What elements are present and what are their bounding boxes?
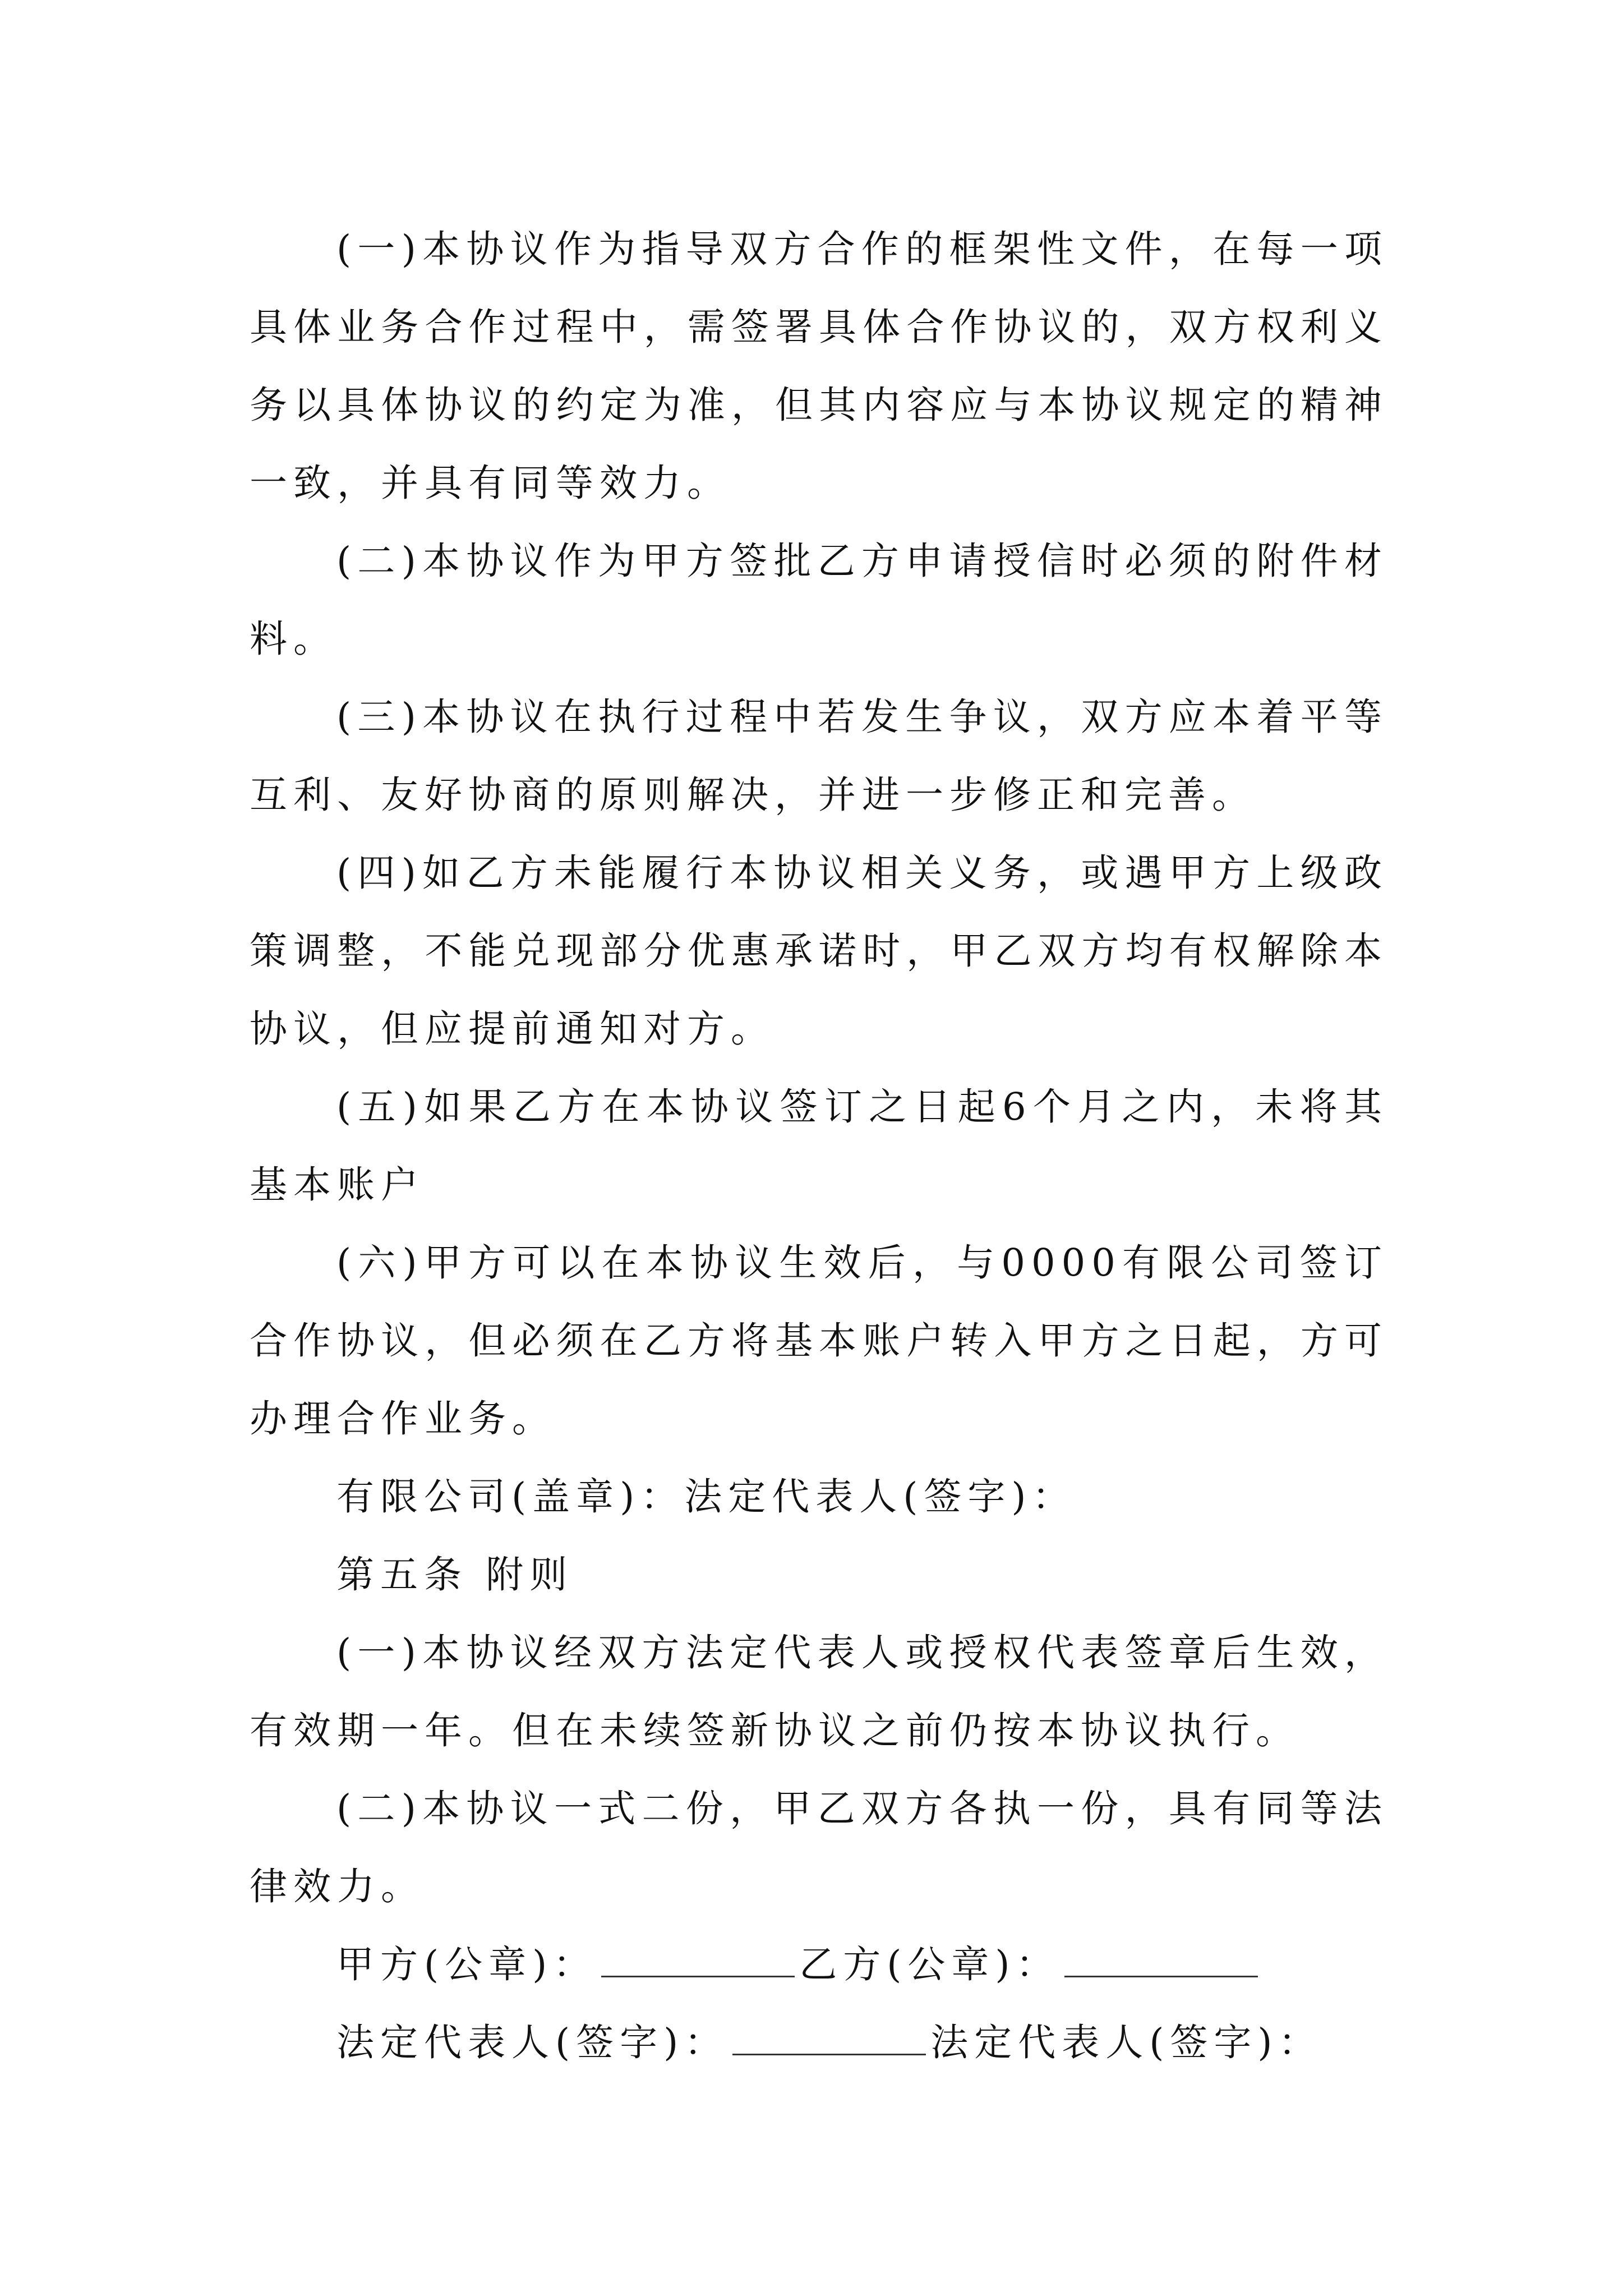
clause-3: (三)本协议在执行过程中若发生争议，双方应本着平等互利、友好协商的原则解决，并进一步修正和完善。 (250, 695, 1388, 817)
seal-signature-row (250, 1926, 1388, 2004)
clause-4: (四)如乙方未能履行本协议相关义务，或遇甲方上级政策调整，不能兑现部分优惠承诺时，甲乙双方均有权解除本协议，但应提前通知对方。 (250, 851, 1388, 1051)
legal-rep-signature-row (250, 2004, 1388, 2082)
company-seal-line: 有限公司(盖章)：法定代表人(签字)： (336, 1475, 1076, 1519)
clause-2: (二)本协议作为甲方签批乙方申请授信时必须的附件材料。 (250, 539, 1388, 661)
legal-rep-b-label: 法定代表人(签字)： (930, 2021, 1322, 2064)
legal-rep-a-blank[interactable] (732, 2020, 926, 2055)
supplementary-clause-1: (一)本协议经双方法定代表人或授权代表签章后生效，有效期一年。但在未续签新协议之前仍按本协议执行。 (250, 1631, 1388, 1752)
document-body (250, 210, 1388, 2082)
clause-1: (一)本协议作为指导双方合作的框架性文件，在每一项具体业务合作过程中，需签署具体合作协议的，双方权利义务以具体协议的约定为准，但其内容应与本协议规定的精神一致，并具有同等效力。 (250, 227, 1388, 505)
party-b-seal-blank[interactable] (1064, 1942, 1258, 1977)
legal-rep-a-label: 法定代表人(签字)： (336, 2021, 728, 2064)
supplementary-clause-2: (二)本协议一式二份，甲乙双方各执一份，具有同等法律效力。 (250, 1787, 1388, 1908)
party-b-seal-label: 乙方(公章)： (799, 1943, 1060, 1986)
section-heading-article-5: 第五条 附则 (336, 1553, 574, 1596)
party-a-seal-label: 甲方(公章)： (336, 1943, 597, 1986)
clause-6: (六)甲方可以在本协议生效后，与0000有限公司签订合作协议，但必须在乙方将基本账户转入甲方之日起，方可办理合作业务。 (250, 1241, 1388, 1441)
clause-5: (五)如果乙方在本协议签订之日起6个月之内，未将其基本账户 (250, 1085, 1388, 1207)
party-a-seal-blank[interactable] (601, 1942, 795, 1977)
